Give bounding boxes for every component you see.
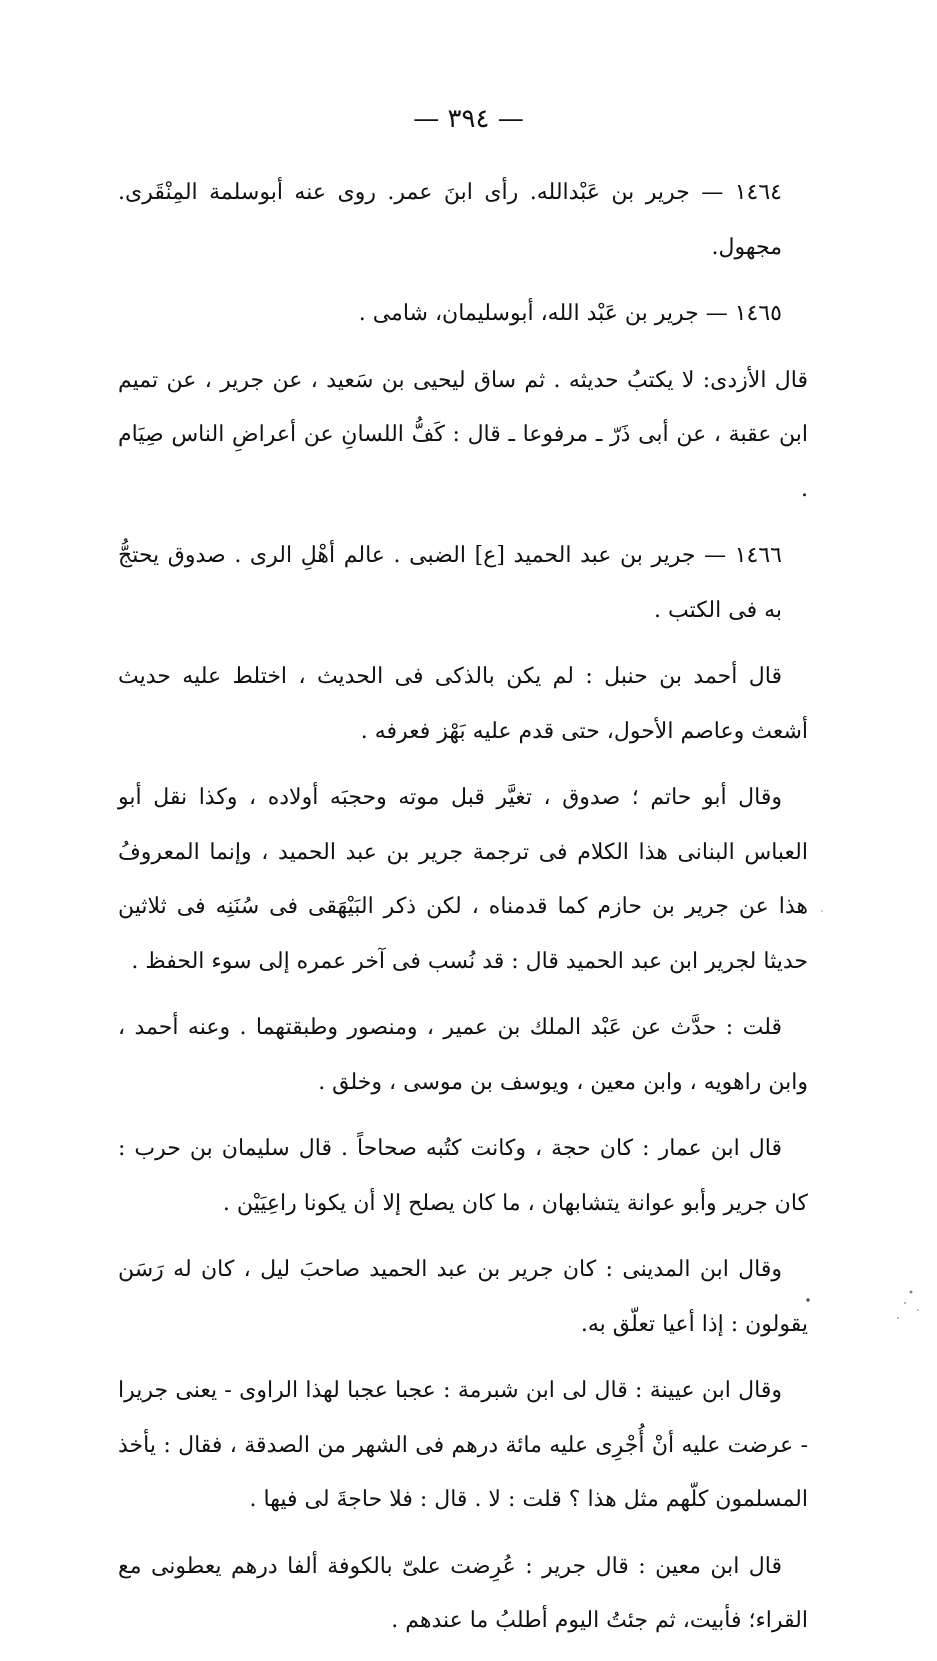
ibn-madini-paragraph: وقال ابن المدينى : كان جرير بن عبد الحميد صاحبَ ليل ، كان له رَسَن يقولون : إذا أعيا تعلّق به.: [118, 1257, 808, 1337]
entry-1466: ١٤٦٦ — جرير بن عبد الحميد [ع] الضبى . عالم أهْلِ الرى . صدوق يحتجُّ به فى الكتب .: [118, 543, 782, 623]
author-note-paragraph: قلت : حدَّث عن عَبْد الملك بن عمير ، ومنصور وطبقتهما . وعنه أحمد ، وابن راهويه ، وابن معين ، ويوسف بن موسى ، وخلق .: [118, 1015, 808, 1095]
scan-speck: [917, 1309, 919, 1311]
scan-speck: [821, 910, 823, 912]
page-number: — ٣٩٤ —: [413, 104, 524, 134]
scan-speck: [897, 1317, 899, 1319]
azdi-quote-paragraph: قال الأزدى: لا يكتبُ حديثه . ثم ساق ليحيى بن سَعيد ، عن جرير ، عن تميم ابن عقبة ، عن أبى ذَرّ ـ مرفوعا ـ قال : كَفُّ اللسانِ عن أعراضِ الناس صِيَام .: [118, 367, 808, 502]
scan-speck: [904, 1302, 906, 1304]
ahmad-ibn-hanbal-paragraph: قال أحمد بن حنبل : لم يكن بالذكى فى الحديث ، اختلط عليه حديث أشعث وعاصم الأحول، حتى قدم عليه بَهْز فعرفه .: [118, 664, 808, 744]
entry-1465: ١٤٦٥ — جرير بن عَبْد الله، أبوسليمان، شامى .: [358, 301, 782, 326]
ibn-main-paragraph: قال ابن معين : قال جرير : عُرِضت علىّ بالكوفة ألفا درهم يعطونى مع القراء؛ فأبيت، ثم جئتُ اليوم أطلبُ ما عندهم .: [118, 1553, 808, 1633]
ibn-ammar-paragraph: قال ابن عمار : كان حجة ، وكانت كتُبه صحاحاً . قال سليمان بن حرب : كان جرير وأبو عوانة يتشابهان ، ما كان يصلح إلا أن يكونا راعِيَيْن .: [118, 1136, 808, 1216]
abu-hatim-paragraph: وقال أبو حاتم ؛ صدوق ، تغيَّر قبل موته وحجبَه أولاده ، وكذا نقل أبو العباس البنانى هذا الكلام فى ترجمة جرير بن عبد الحميد ، وإنما المعروفُ هذا عن جرير بن حازم كما قدمناه ، لكن ذكر البَيْهَقى فى سُنَنِه فى ثلاثين حديثا لجرير ابن عبد الحميد قال : قد نُسب فى آخر عمره إلى سوء الحفظ .: [118, 785, 808, 974]
scan-speck: [910, 1291, 913, 1294]
ibn-uyaynah-paragraph: وقال ابن عيينة : قال لى ابن شبرمة : عجبا عجبا لهذا الراوى - يعنى جريرا - عرضت عليه أنْ أُجْرِى عليه مائة درهم فى الشهر من الصدقة ، فقال : يأخذ المسلمون كلّهم مثل هذا ؟ قلت : لا . قال : فلا حاجةَ لى فيها .: [118, 1378, 808, 1512]
entry-1464: ١٤٦٤ — جرير بن عَبْدالله. رأى ابنَ عمر. روى عنه أبوسلمة المِنْقَرى. مجهول.: [118, 180, 782, 260]
page-body-text: [118, 166, 808, 1661]
